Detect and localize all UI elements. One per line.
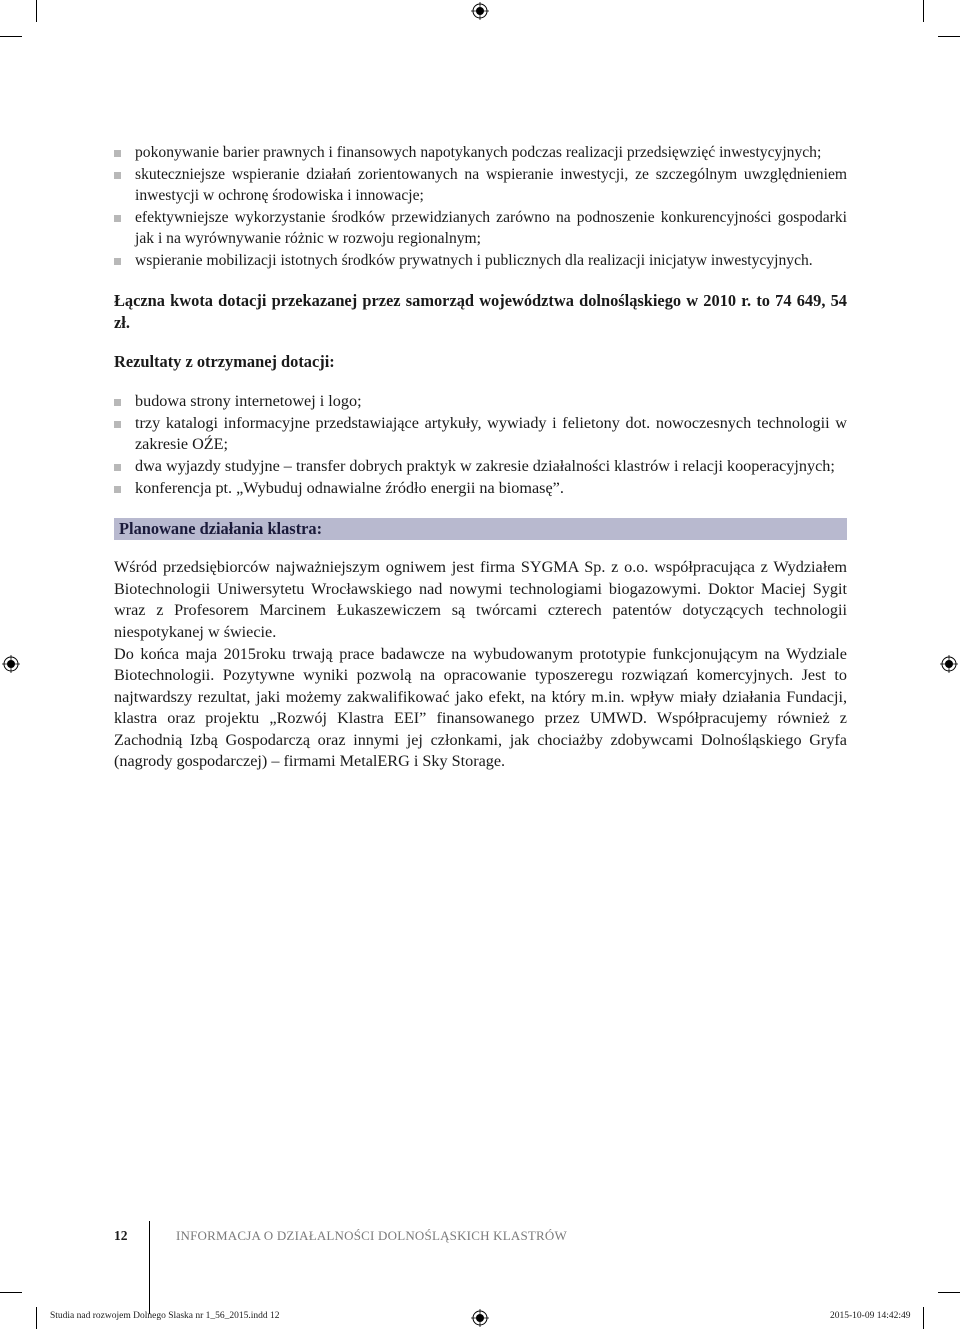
footer-divider [149,1221,150,1314]
paragraph: Do końca maja 2015roku trwają prace badawcze na wybudowanym prototypie funkcjonującym na Wydziale Biotechnologii. Pozytywne wyniki pozwolą na opracowanie typoszeregu rozwiązań komercyjnych. Jest to najtwardszy rezultat, jaki możemy zakwalifikować jako efekt, na który m.in. wpływ miały działania Fundacji, klastra oraz projektu „Rozwój Klastra EEI” finansowanego przez UMWD. Współpracujemy również z Zachodnią Izbą Gospodarczą oraz innymi jej członkami, jak chociażby zdobywcami Dolnośląskiego Gryfa (nagrody gospodarczej) – firmami MetalERG i Sky Storage. [114,644,847,771]
results-heading: Rezultaty z otrzymanej dotacji: [114,351,335,371]
crop-mark-top-right-v [923,0,924,22]
registration-mark-icon [940,655,958,673]
body-text [114,557,847,773]
crop-mark-bottom-right-v [923,1307,924,1329]
page-number: 12 [114,1228,128,1243]
list-item: dwa wyjazdy studyjne – transfer dobrych praktyk w zakresie działalności klastrów i relacji kooperacyjnych; [114,456,847,478]
list-item: konferencja pt. „Wybuduj odnawialne źródło energii na biomasę”. [114,478,847,500]
crop-mark-bottom-right-h [938,1292,960,1293]
slug-timestamp: 2015-10-09 14:42:49 [830,1311,911,1321]
page-content [114,140,847,773]
list-item: skuteczniejsze wspieranie działań zorientowanych na wspieranie inwestycji, ze szczególnym uwzględnieniem inwestycji w ochronę środowiska i innowacje; [114,164,847,207]
results-list [114,391,847,499]
crop-mark-top-left-v [36,0,37,22]
grant-summary: Łączna kwota dotacji przekazanej przez samorząd województwa dolnośląskiego w 2010 r. to 74 649, 54 zł. [114,290,847,332]
registration-mark-icon [471,1309,489,1327]
registration-mark-icon [2,655,20,673]
list-item: trzy katalogi informacyjne przedstawiające artykuły, wywiady i felietony dot. nowoczesnych technologii w zakresie OŹE; [114,413,847,456]
goals-list [114,142,847,272]
slug-file: Studia nad rozwojem Dolnego Slaska nr 1_56_2015.indd 12 [50,1311,280,1321]
list-item: budowa strony internetowej i logo; [114,391,847,413]
section-heading: Planowane działania klastra: [114,518,847,540]
registration-mark-icon [471,2,489,20]
crop-mark-top-left-h [0,36,22,37]
list-item: efektywniejsze wykorzystanie środków przewidzianych zarówno na podnoszenie konkurencyjności gospodarki jak i na wyrównywanie różnic w rozwoju regionalnym; [114,207,847,250]
running-title: INFORMACJA O DZIAŁALNOŚCI DOLNOŚLĄSKICH KLASTRÓW [176,1228,567,1243]
crop-mark-bottom-left-h [0,1292,22,1293]
list-item: pokonywanie barier prawnych i finansowych napotykanych podczas realizacji przedsięwzięć inwestycyjnych; [114,142,847,164]
paragraph: Wśród przedsiębiorców najważniejszym ogniwem jest firma SYGMA Sp. z o.o. współpracująca z Wydziałem Biotechnologii Uniwersytetu Wrocławskiego nad nowymi technologiami biogazowymi. Doktor Maciej Sygit wraz z Profesorem Marcinem Łukaszewiczem są twórcami czterech patentów dotyczących technologii niespotykanej w świecie. [114,558,847,641]
crop-mark-bottom-left-v [36,1307,37,1329]
crop-mark-top-right-h [938,36,960,37]
list-item: wspieranie mobilizacji istotnych środków prywatnych i publicznych dla realizacji inicjatyw inwestycyjnych. [114,250,847,272]
